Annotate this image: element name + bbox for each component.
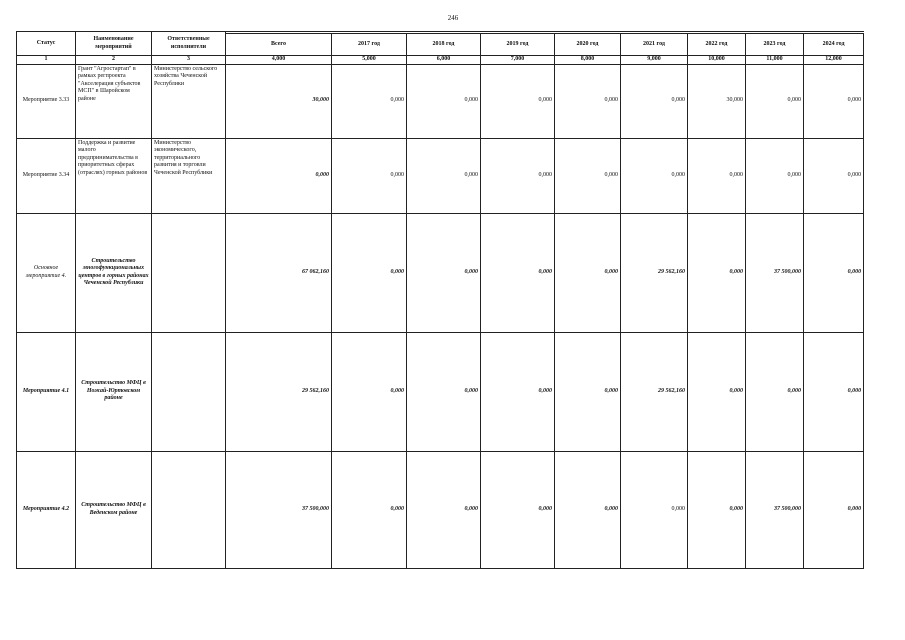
header-year: 2022 год (688, 33, 746, 55)
row-value: 0,000 (804, 138, 864, 213)
column-number: 6,000 (407, 56, 481, 65)
header-name: Наименование мероприятий (76, 32, 152, 56)
row-value: 0,000 (555, 64, 621, 138)
table-row (17, 332, 864, 451)
row-name: Поддержка и развитие малого предпринимательства в приоритетных сферах (отраслях) горных районов (76, 138, 152, 213)
row-value: 0,000 (407, 64, 481, 138)
page-number: 246 (447, 14, 459, 22)
row-value: 0,000 (481, 213, 555, 332)
header-year: 2021 год (621, 33, 688, 55)
table-row (17, 451, 864, 568)
header-year: 2019 год (481, 33, 555, 55)
row-value: 0,000 (804, 213, 864, 332)
table-row (17, 213, 864, 332)
row-value: 0,000 (481, 332, 555, 451)
program-activities-table (16, 31, 864, 569)
row-value: 0,000 (332, 213, 407, 332)
row-value: 0,000 (481, 64, 555, 138)
header-year: 2017 год (332, 33, 407, 55)
row-executor: Министерство экономического, территориального развития и торговли Чеченской Республики (152, 138, 226, 213)
column-number: 3 (152, 56, 226, 65)
row-value: 0,000 (688, 138, 746, 213)
header-year: 2024 год (804, 33, 864, 55)
column-number: 8,000 (555, 56, 621, 65)
table-row (17, 64, 864, 138)
column-number-row (17, 56, 864, 65)
row-status: Мероприятие 3.34 (17, 138, 76, 213)
row-executor: Министерство сельского хозяйства Чеченской Республики (152, 64, 226, 138)
row-value: 0,000 (804, 332, 864, 451)
row-value: 0,000 (481, 138, 555, 213)
header-total: Всего (226, 33, 332, 55)
header-year: 2018 год (407, 33, 481, 55)
column-number: 10,000 (688, 56, 746, 65)
row-name: Строительство МФЦ в Веденском районе (76, 451, 152, 568)
row-executor (152, 451, 226, 568)
row-value: 0,000 (407, 451, 481, 568)
row-value: 0,000 (332, 332, 407, 451)
column-number: 5,000 (332, 56, 407, 65)
row-value: 0,000 (688, 213, 746, 332)
header-year: 2023 год (746, 33, 804, 55)
table-row (17, 138, 864, 213)
column-number: 1 (17, 56, 76, 65)
row-value: 29 562,160 (621, 213, 688, 332)
row-total: 30,000 (226, 64, 332, 138)
row-name: Строительство многофункциональных центров в горных районах Чеченской Республики (76, 213, 152, 332)
row-value: 0,000 (688, 451, 746, 568)
row-value: 0,000 (332, 451, 407, 568)
column-number: 7,000 (481, 56, 555, 65)
row-value: 0,000 (621, 138, 688, 213)
column-number: 9,000 (621, 56, 688, 65)
row-value: 0,000 (688, 332, 746, 451)
header-executors: Ответственные исполнители (152, 32, 226, 56)
row-value: 0,000 (555, 451, 621, 568)
row-value: 0,000 (407, 332, 481, 451)
row-value: 0,000 (332, 138, 407, 213)
row-value: 0,000 (332, 64, 407, 138)
row-value: 29 562,160 (621, 332, 688, 451)
header-status: Статус (17, 32, 76, 56)
row-value: 0,000 (555, 213, 621, 332)
row-value: 0,000 (407, 213, 481, 332)
column-number: 4,000 (226, 56, 332, 65)
row-value: 0,000 (746, 332, 804, 451)
column-number: 11,000 (746, 56, 804, 65)
row-value: 0,000 (555, 332, 621, 451)
row-name: Грант "Агростартап" в рамках регпроекта "Акселерация субъектов МСП" в Шаройском районе (76, 64, 152, 138)
column-number: 2 (76, 56, 152, 65)
row-executor (152, 332, 226, 451)
row-total: 29 562,160 (226, 332, 332, 451)
row-executor (152, 213, 226, 332)
row-status: Основное мероприятие 4. (17, 213, 76, 332)
row-name: Строительство МФЦ в Ножай-Юртовском районе (76, 332, 152, 451)
row-status: Мероприятие 4.1 (17, 332, 76, 451)
column-number: 12,000 (804, 56, 864, 65)
row-value: 0,000 (621, 64, 688, 138)
row-status: Мероприятие 4.2 (17, 451, 76, 568)
row-value: 0,000 (746, 64, 804, 138)
row-total: 0,000 (226, 138, 332, 213)
row-value: 37 500,000 (746, 451, 804, 568)
row-total: 67 062,160 (226, 213, 332, 332)
row-value: 0,000 (555, 138, 621, 213)
row-value: 0,000 (407, 138, 481, 213)
header-year: 2020 год (555, 33, 621, 55)
row-value: 0,000 (621, 451, 688, 568)
row-value: 0,000 (804, 64, 864, 138)
row-total: 37 500,000 (226, 451, 332, 568)
row-value: 30,000 (688, 64, 746, 138)
row-value: 0,000 (481, 451, 555, 568)
row-status: Мероприятие 3.33 (17, 64, 76, 138)
row-value: 0,000 (804, 451, 864, 568)
row-value: 0,000 (746, 138, 804, 213)
row-value: 37 500,000 (746, 213, 804, 332)
